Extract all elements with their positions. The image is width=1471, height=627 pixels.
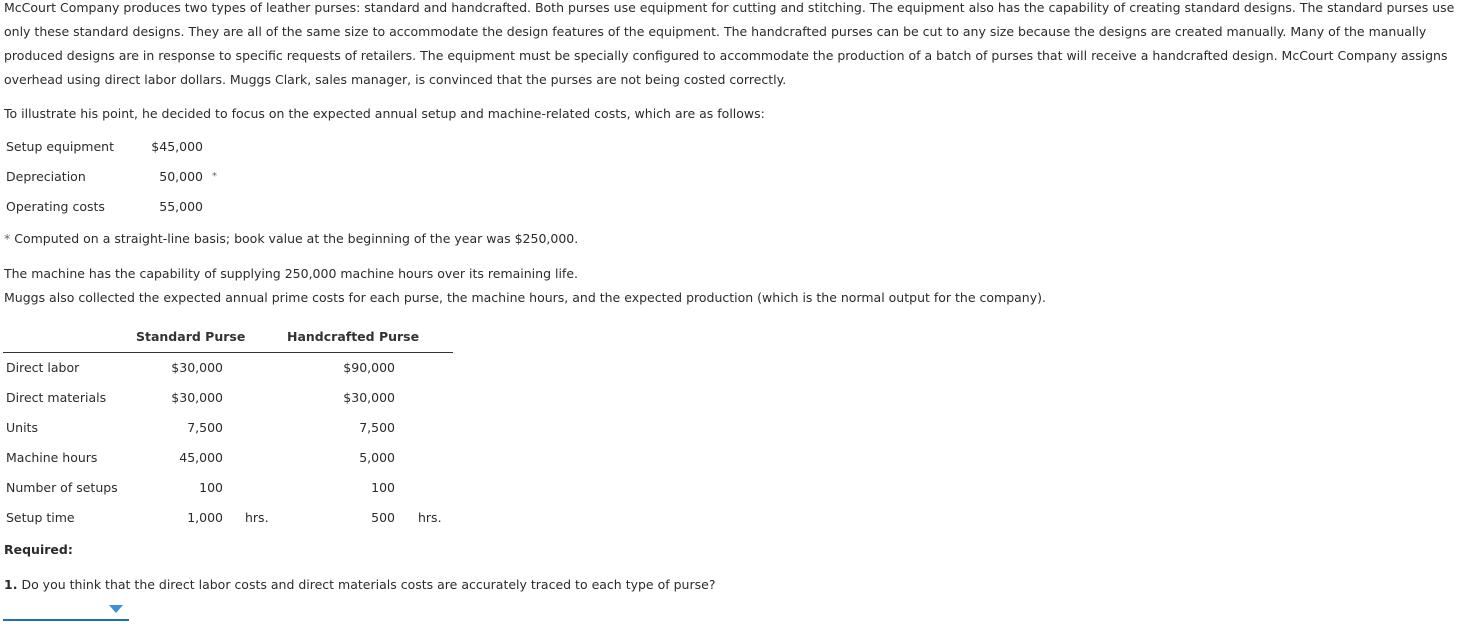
table-header-rule [3,352,453,353]
standard-value: 7,500 [187,420,223,435]
standard-value: 100 [199,480,223,495]
footnote-text: Computed on a straight-line basis; book value at the beginning of the year was $250,000. [14,231,579,246]
header-handcrafted-purse: Handcrafted Purse [287,329,420,344]
handcrafted-value: 500 [371,510,395,525]
answer-dropdown[interactable] [3,600,129,621]
machine-note: The machine has the capability of supplying 250,000 machine hours over its remaining life. [4,266,578,281]
row-label: Direct materials [6,390,107,405]
muggs-note: Muggs also collected the expected annual prime costs for each purse, the machine hours, and the expected production (which is the normal output for the company). [4,290,1046,305]
handcrafted-value: 100 [371,480,395,495]
row-label: Number of setups [6,480,118,495]
cost-label: Depreciation [6,169,86,184]
standard-value: 1,000 [187,510,223,525]
row-label: Machine hours [6,450,98,465]
cost-value: $45,000 [151,139,203,154]
standard-value: 45,000 [179,450,223,465]
standard-unit: hrs. [245,510,269,525]
footnote-mark: * [4,231,11,246]
question-text: Do you think that the direct labor costs and direct materials costs are accurately traced to each type of purse? [21,577,716,592]
cost-footnote-mark: * [212,171,217,182]
question-number: 1. [4,577,18,592]
handcrafted-value: 5,000 [359,450,395,465]
handcrafted-value: $30,000 [343,390,395,405]
standard-value: $30,000 [171,390,223,405]
handcrafted-value: 7,500 [359,420,395,435]
chevron-down-icon[interactable] [109,605,123,613]
cost-value: 50,000 [159,169,203,184]
handcrafted-unit: hrs. [418,510,442,525]
intro-paragraph: McCourt Company produces two types of leather purses: standard and handcrafted. Both purses use equipment for cutting and stitching. The equipment also has the capability of creating standard designs. The standard purses use only these standard designs. They are all of the same size to accommodate the design features of the equipment. The handcrafted purses can be cut to any size because the designs are created manually. Many of the manually produced designs are in response to specific requests of retailers. The equipment must be specially configured to accommodate the production of a batch of purses that will receive a handcrafted design. McCourt Company assigns overhead using direct labor dollars. Muggs Clark, sales manager, is convinced that the purses are not being costed correctly. [4,0,1455,87]
required-heading: Required: [4,542,73,557]
question-1 [4,577,715,592]
row-label: Setup time [6,510,75,525]
row-label: Units [6,420,38,435]
illustrate-paragraph: To illustrate his point, he decided to focus on the expected annual setup and machine-related costs, which are as follows: [4,106,765,121]
cost-label: Setup equipment [6,139,115,154]
standard-value: $30,000 [171,360,223,375]
cost-label: Operating costs [6,199,105,214]
handcrafted-value: $90,000 [343,360,395,375]
row-label: Direct labor [6,360,80,375]
footnote [4,227,578,251]
header-standard-purse: Standard Purse [136,329,246,344]
cost-value: 55,000 [159,199,203,214]
